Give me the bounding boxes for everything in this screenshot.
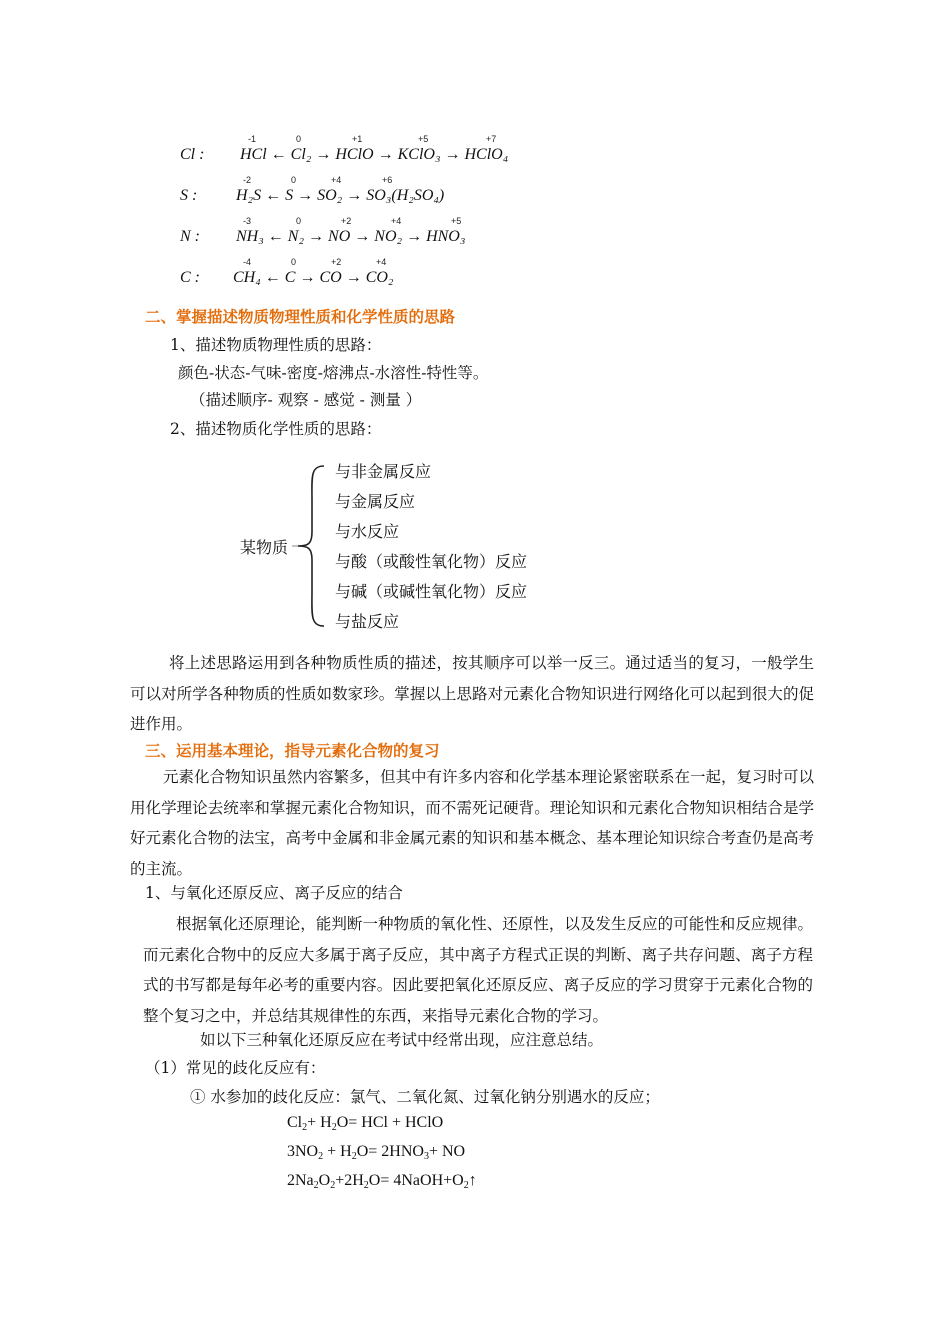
oxidation-state: +6 — [382, 175, 393, 185]
diagram-branch: 与金属反应 — [335, 492, 416, 511]
diagram-root: 某物质 — [240, 538, 289, 557]
text-note: （描述顺序- 观察 - 感觉 - 测量 ） — [190, 391, 422, 409]
diagram-branch: 与非金属反应 — [335, 462, 432, 481]
oxidation-state: -2 — [243, 175, 252, 185]
oxidation-state: +2 — [331, 257, 342, 267]
oxidation-state: +4 — [331, 175, 342, 185]
oxidation-state: +1 — [352, 134, 363, 144]
oxidation-state: 0 — [296, 216, 302, 226]
list-item: 1、与氧化还原反应、离子反应的结合 — [145, 884, 403, 902]
diagram-branch: 与盐反应 — [335, 612, 400, 631]
chemical-equation: $3NO_2 + H_2O= 2HNO_3+$ NO — [287, 1143, 466, 1162]
oxidation-state: +2 — [341, 216, 352, 226]
list-item: 2、描述物质化学性质的思路： — [170, 420, 382, 438]
diagram-branch: 与碱（或碱性氧化物）反应 — [335, 582, 528, 601]
oxidation-state: -4 — [243, 257, 252, 267]
oxidation-state: +5 — [418, 134, 429, 144]
oxidation-state: +7 — [486, 134, 497, 144]
chain-formula: CH₄ ← C → CO → CO₂ — [233, 269, 394, 286]
chain-formula: HCl ← Cl₂ → HClO → KClO₃ → HClO₄ — [240, 146, 509, 163]
list-item: ① 水参加的歧化反应：氯气、二氧化氮、过氧化钠分别遇水的反应； — [190, 1088, 660, 1106]
element-label: N : — [180, 228, 200, 245]
text-line: 如以下三种氧化还原反应在考试中经常出现，应注意总结。 — [200, 1031, 604, 1049]
curly-brace-icon — [290, 462, 330, 630]
paragraph: 根据氧化还原理论，能判断一种物质的氧化性、还原性，以及发生反应的可能性和反应规律。而元素化合物中的反应大多属于离子反应，其中离子方程式正误的判断、离子共存问题、离子方程式的书写都是每年必考的重要内容。因此要把氧化还原反应、离子反应的学习贯穿于元素化合物的整个复习之中，并总结其规律性的东西，来指导元素化合物的学习。 — [143, 915, 813, 1025]
diagram-branch: 与酸（或酸性氧化物）反应 — [335, 552, 528, 571]
oxidation-state: +4 — [376, 257, 387, 267]
chain-formula: H₂S ← S → SO₂ → SO₃(H₂SO₄) — [236, 187, 445, 204]
paragraph: 将上述思路运用到各种物质性质的描述，按其顺序可以举一反三。通过适当的复习，一般学生可以对所学各种物质的性质如数家珍。掌握以上思路对元素化合物知识进行网络化可以起到很大的促进作用。 — [130, 654, 814, 733]
chemical-equation: $Cl_2+ H_2O=$ HCl + HClO — [287, 1114, 444, 1133]
section-heading: 三、运用基本理论，指导元素化合物的复习 — [145, 742, 440, 760]
section-heading: 二、掌握描述物质物理性质和化学性质的思路 — [145, 308, 456, 326]
oxidation-state: +4 — [391, 216, 402, 226]
element-label: S : — [180, 187, 198, 204]
list-item: （1）常见的歧化反应有： — [145, 1059, 326, 1077]
oxidation-state: -1 — [248, 134, 257, 144]
oxidation-state: 0 — [296, 134, 302, 144]
chemical-equation: $2Na_2O_2+2H_2O=$ $4NaOH+O_2↑$ — [287, 1172, 477, 1191]
chain-formula: NH₃ ← N₂ → NO → NO₂ → HNO₃ — [236, 228, 466, 245]
oxidation-state: +5 — [451, 216, 462, 226]
diagram-branch: 与水反应 — [335, 522, 400, 541]
element-label: C : — [180, 269, 200, 286]
oxidation-state: 0 — [291, 257, 297, 267]
element-label: Cl : — [180, 146, 205, 163]
oxidation-state: 0 — [291, 175, 297, 185]
oxidation-state: -3 — [243, 216, 252, 226]
text-line: 颜色-状态-气味-密度-熔沸点-水溶性-特性等。 — [178, 364, 489, 382]
paragraph: 元素化合物知识虽然内容繁多，但其中有许多内容和化学基本理论紧密联系在一起，复习时可以用化学理论去统率和掌握元素化合物知识，而不需死记硬背。理论知识和元素化合物知识相结合是学好元素化合物的法宝，高考中金属和非金属元素的知识和基本概念、基本理论知识综合考查仍是高考的主流。 — [130, 768, 815, 878]
list-item: 1、描述物质物理性质的思路： — [170, 336, 382, 354]
